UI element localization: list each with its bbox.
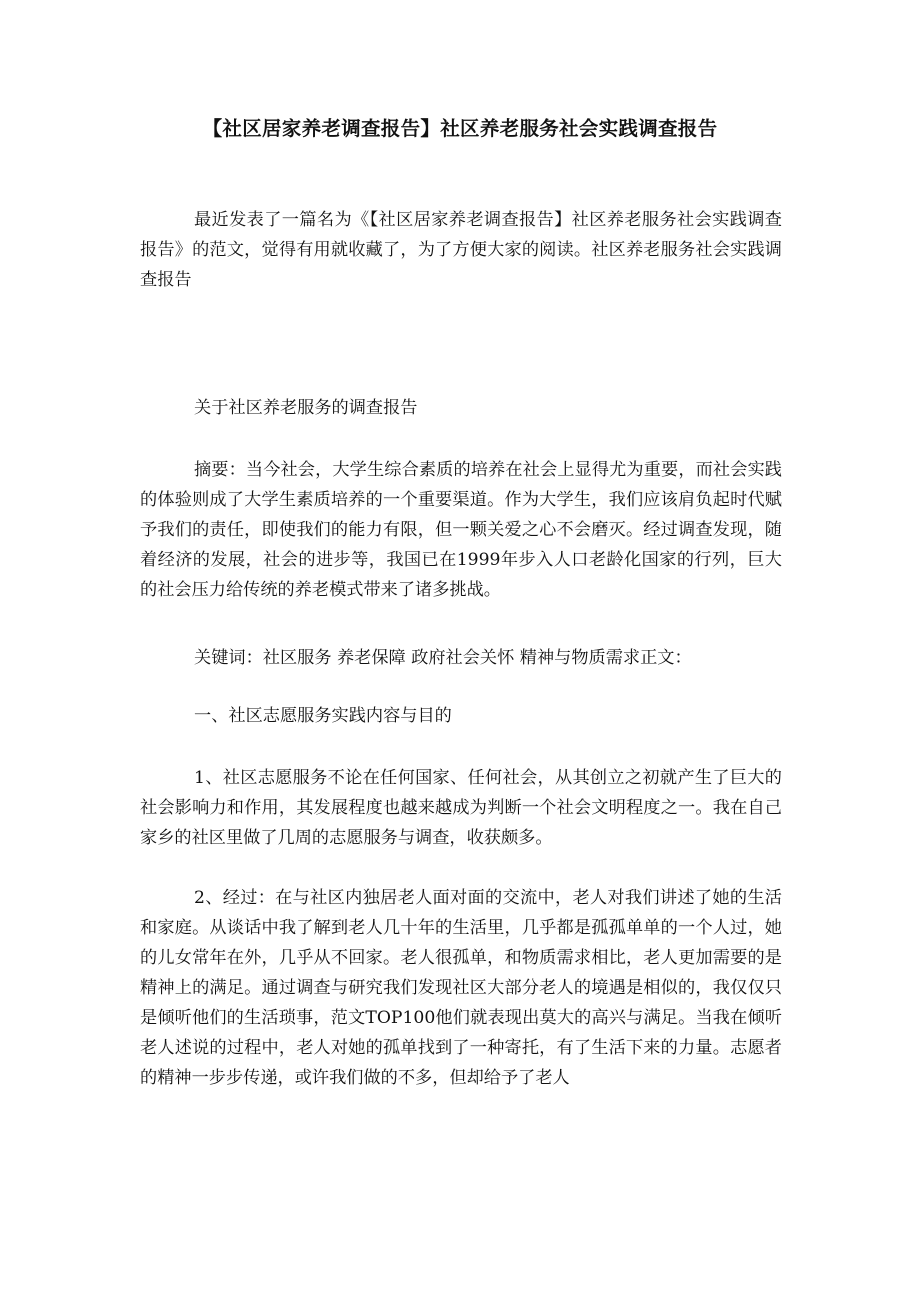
- document-title: 【社区居家养老调查报告】社区养老服务社会实践调查报告: [202, 117, 718, 140]
- abstract-paragraph: 摘要：当今社会，大学生综合素质的培养在社会上显得尤为重要，而社会实践的体验则成了大学生素质培养的一个重要渠道。作为大学生，我们应该肩负起时代赋予我们的责任，即使我们的能力有限，但一颗关爱之心不会磨灭。经过调查发现，随着经济的发展，社会的进步等，我国已在1999年步入人口老龄化国家的行列，巨大的社会压力给传统的养老模式带来了诸多挑战。: [140, 460, 782, 600]
- body-paragraph-2: 2、经过：在与社区内独居老人面对面的交流中，老人对我们讲述了她的生活和家庭。从谈话中我了解到老人几十年的生活里，几乎都是孤孤单单的一个人过，她的儿女常年在外，几乎从不回家。老人很孤单，和物质需求相比，老人更加需要的是精神上的满足。通过调查与研究我们发现社区大部分老人的境遇是相似的，我仅仅只是倾听他们的生活琐事，范文TOP100他们就表现出莫大的高兴与满足。当我在倾听老人述说的过程中，老人对她的孤单找到了一种寄托，有了生活下来的力量。志愿者的精神一步步传递，或许我们做的不多，但却给予了老人: [140, 888, 782, 1088]
- report-heading: 关于社区养老服务的调查报告: [194, 398, 418, 418]
- keywords-paragraph: 关键词：社区服务 养老保障 政府社会关怀 精神与物质需求正文：: [194, 648, 692, 668]
- section-heading-1: 一、社区志愿服务实践内容与目的: [194, 706, 452, 726]
- body-paragraph-1: 1、社区志愿服务不论在任何国家、任何社会，从其创立之初就产生了巨大的社会影响力和作用，其发展程度也越来越成为判断一个社会文明程度之一。我在自己家乡的社区里做了几周的志愿服务与调查，收获颇多。: [140, 768, 782, 848]
- intro-paragraph: 最近发表了一篇名为《【社区居家养老调查报告】社区养老服务社会实践调查报告》的范文，觉得有用就收藏了，为了方便大家的阅读。社区养老服务社会实践调查报告: [140, 210, 782, 290]
